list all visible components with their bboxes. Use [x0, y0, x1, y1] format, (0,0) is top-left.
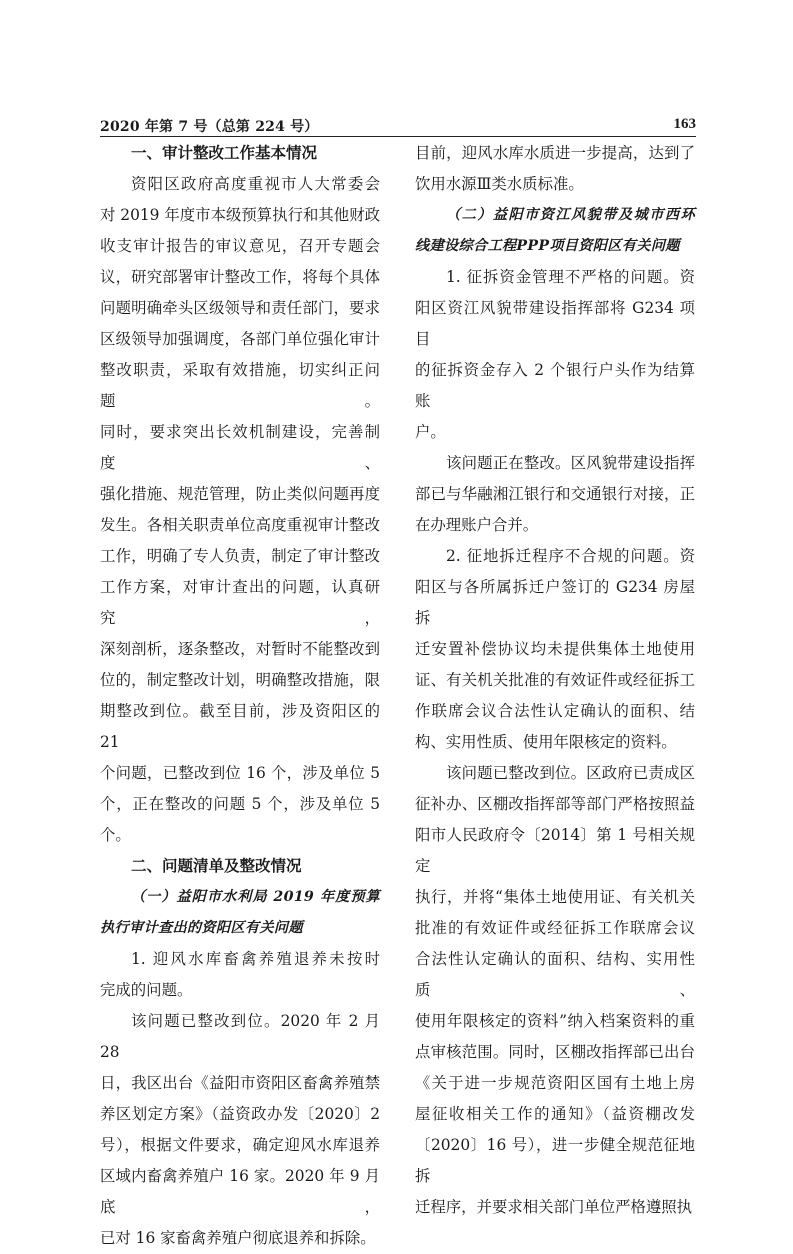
paragraph-line: 资阳区政府高度重视市人大常委会	[131, 175, 380, 193]
paragraph-line: 〔2020〕16 号），进一步健全规范征地拆	[415, 1136, 695, 1185]
paragraph-line: 号），根据文件要求，确定迎风水库退养	[100, 1136, 380, 1154]
paragraph-line: 迁安置补偿协议均未提供集体土地使用	[415, 640, 695, 658]
paragraph-line: 迁程序，并要求相关部门单位严格遵照执	[415, 1198, 693, 1216]
paragraph-line: 区域内畜禽养殖户 16 家。2020 年 9 月底，	[100, 1167, 380, 1216]
section-heading: 二、问题清单及整改情况	[131, 857, 302, 875]
paragraph-line: 工作方案，对审计查出的问题，认真研究，	[100, 578, 380, 627]
paragraph-line: 个问题，已整改到位 16 个，涉及单位 5	[100, 764, 380, 782]
paragraph-line: 整改职责，采取有效措施，切实纠正问题。	[100, 361, 380, 410]
right-column	[415, 138, 695, 1223]
paragraph-line: 的征拆资金存入 2 个银行户头作为结算账	[415, 361, 695, 410]
paragraph-line: 强化措施、规范管理，防止类似问题再度	[100, 485, 380, 503]
paragraph-line: 期整改到位。截至目前，涉及资阳区的 21	[100, 702, 380, 751]
paragraph-line: 1. 征拆资金管理不严格的问题。资	[446, 268, 695, 286]
paragraph-line: 户。	[415, 423, 446, 441]
paragraph-line: 征补办、区棚改指挥部等部门严格按照益	[415, 795, 695, 813]
paragraph-line: 阳市人民政府令〔2014〕第 1 号相关规定	[415, 826, 695, 875]
subsection-heading-line: （一）益阳市水利局 2019 年度预算	[131, 889, 380, 905]
paragraph-line: 1. 迎风水库畜禽养殖退养未按时	[131, 950, 380, 968]
subsection-heading-line: 线建设综合工程PPP项目资阳区有关问题	[415, 238, 680, 254]
subsection-heading-line: （二）益阳市资江风貌带及城市西环	[446, 207, 695, 223]
paragraph-line: 屋征收相关工作的通知》（益资棚改发	[415, 1105, 695, 1123]
paragraph-line: 完成的问题。	[100, 981, 193, 999]
paragraph-line: 合法性认定确认的面积、结构、实用性质、	[415, 950, 695, 999]
paragraph-line: 目前，迎风水库水质进一步提高，达到了	[415, 144, 695, 162]
paragraph-line: 个，正在整改的问题 5 个，涉及单位 5 个。	[100, 795, 380, 844]
paragraph-line: 同时，要求突出长效机制建设，完善制度、	[100, 423, 380, 472]
page-number: 163	[673, 116, 696, 132]
paragraph-line: 位的，制定整改计划，明确整改措施，限	[100, 671, 380, 689]
subsection-heading-line: 执行审计查出的资阳区有关问题	[100, 920, 303, 936]
paragraph-line: 作联席会议合法性认定确认的面积、结	[415, 702, 695, 720]
paragraph-line: 该问题已整改到位。区政府已责成区	[446, 764, 695, 782]
paragraph-line: 议，研究部署审计整改工作，将每个具体	[100, 268, 380, 286]
paragraph-line: 构、实用性质、使用年限核定的资料。	[415, 733, 677, 751]
paragraph-line: 对 2019 年度市本级预算执行和其他财政	[100, 206, 380, 224]
paragraph-line: 证、有关机关批准的有效证件或经征拆工	[415, 671, 695, 689]
paragraph-line: 阳区资江风貌带建设指挥部将 G234 项目	[415, 299, 695, 348]
paragraph-line: 阳区与各所属拆迁户签订的 G234 房屋拆	[415, 578, 695, 627]
paragraph-line: 深刻剖析，逐条整改，对暂时不能整改到	[100, 640, 380, 658]
paragraph-line: 部已与华融湘江银行和交通银行对接，正	[415, 485, 695, 503]
paragraph-line: 使用年限核定的资料”纳入档案资料的重	[415, 1012, 695, 1030]
header-rule	[100, 136, 696, 137]
paragraph-line: 该问题正在整改。区风貌带建设指挥	[446, 454, 695, 472]
left-column	[100, 138, 380, 1254]
running-header	[100, 116, 696, 138]
paragraph-line: 区级领导加强调度，各部门单位强化审计	[100, 330, 380, 348]
paragraph-line: 收支审计报告的审议意见，召开专题会	[100, 237, 380, 255]
paragraph-line: 养区划定方案》（益资政办发〔2020〕2	[100, 1105, 380, 1123]
paragraph-line: 《关于进一步规范资阳区国有土地上房	[415, 1074, 695, 1092]
paragraph-line: 在办理账户合并。	[415, 516, 539, 534]
section-heading: 一、审计整改工作基本情况	[131, 144, 318, 162]
paragraph-line: 已对 16 家畜禽养殖户彻底退养和拆除。	[100, 1229, 376, 1247]
paragraph-line: 2. 征地拆迁程序不合规的问题。资	[446, 547, 695, 565]
paragraph-line: 日，我区出台《益阳市资阳区畜禽养殖禁	[100, 1074, 380, 1092]
paragraph-line: 点审核范围。同时，区棚改指挥部已出台	[415, 1043, 695, 1061]
paragraph-line: 该问题已整改到位。2020 年 2 月 28	[100, 1012, 380, 1061]
paragraph-line: 问题明确牵头区级领导和责任部门，要求	[100, 299, 380, 317]
paragraph-line: 饮用水源Ⅲ类水质标准。	[415, 175, 584, 193]
paragraph-line: 发生。各相关职责单位高度重视审计整改	[100, 516, 380, 534]
journal-issue: 2020 年第 7 号（总第 224 号）	[100, 119, 319, 135]
paragraph-line: 工作，明确了专人负责，制定了审计整改	[100, 547, 380, 565]
paragraph-line: 执行，并将“集体土地使用证、有关机关	[415, 888, 695, 906]
paragraph-line: 批准的有效证件或经征拆工作联席会议	[415, 919, 695, 937]
